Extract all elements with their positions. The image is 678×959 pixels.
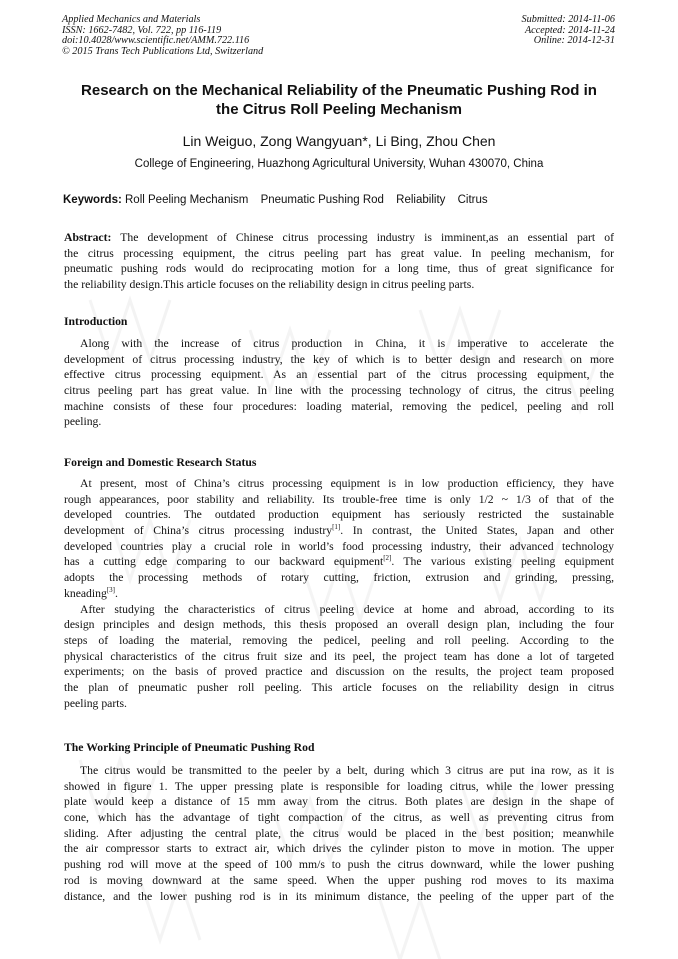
submitted-date: Submitted: 2014-11-06	[521, 14, 615, 25]
text-line: physical characteristics of the citrus fruit size and its peel, the project team has done a lot of targeted	[64, 649, 614, 663]
text-line: distance, and the lower pushing rod is in its minimum distance, the peeling of the upper part of the	[64, 889, 614, 903]
title-line: Research on the Mechanical Reliability of the Pneumatic Pushing Rod in	[81, 82, 597, 99]
keywords-label: Keywords:	[63, 194, 122, 206]
issn-volume: ISSN: 1662-7482, Vol. 722, pp 116-119	[62, 24, 222, 36]
citation[interactable]: [2]	[383, 554, 392, 563]
research-status-body	[64, 476, 614, 711]
affiliation: College of Engineering, Huazhong Agricultural University, Wuhan 430070, China	[134, 158, 544, 170]
text-line: At present, most of China’s citrus processing equipment is in low production efficiency, they have	[80, 477, 614, 490]
section-heading: Introduction	[64, 315, 128, 328]
text-line: development of China’s citrus processing industry[1]. In contrast, the United States, Japan and other	[64, 523, 614, 538]
text-line: adopts the processing methods of rotary cutting, friction, extrusion and grinding, pressing,	[64, 571, 614, 585]
online-date: Online: 2014-12-31	[533, 35, 615, 47]
text-line: the air compressor starts to extract air, which drives the cylinder piston to move in motion. The upper	[64, 842, 614, 856]
author-list: Lin Weiguo, Zong Wangyuan*, Li Bing, Zhou Chen	[182, 133, 496, 149]
journal-name: Applied Mechanics and Materials	[62, 14, 201, 25]
keyword: Citrus	[457, 194, 488, 206]
text-line: developed countries play a crucial role in world’s food processing industry, their advanced technology	[64, 539, 614, 553]
keywords	[63, 193, 623, 207]
keyword: Roll Peeling Mechanism	[125, 194, 249, 206]
doi-link[interactable]: doi:10.4028/www.scientific.net/AMM.722.116	[62, 35, 250, 47]
text-line: design principles and design methods, this thesis proposed an overall design plan, including the four	[64, 618, 614, 632]
text-line: machine consists of these four procedures: loading material, removing the pedicel, peeling and roll	[64, 399, 614, 413]
text-line: cone, which has the advantage of tight compaction of the citrus, as well as preventing citrus from	[64, 811, 614, 825]
text-line: The citrus would be transmitted to the peeler by a belt, during which 3 citrus are put ina row, as it is	[80, 764, 614, 777]
text-line: the plan of pneumatic pusher roll peeling. This article focuses on the reliability design in citrus	[64, 680, 614, 694]
text-line: has a cutting edge comparing to our backward equipment[2]. The various existing peeling equipment	[64, 554, 614, 569]
text-line: steps of loading the material, removing the pedicel, peeling and roll peeling. According to the	[64, 633, 614, 647]
text-line: rough appearances, poor stability and reliability. Its trouble-free time is only 1/2 ~ 1/3 of that of the	[64, 492, 614, 506]
citation[interactable]: [3]	[106, 585, 116, 594]
abstract	[64, 230, 614, 293]
text-line: developed countries. The outdated production equipment has seriously restricted the sustainable	[64, 508, 614, 522]
publication-info	[62, 15, 382, 57]
text-line: peeling.	[64, 415, 102, 429]
abstract-label: Abstract:	[64, 231, 112, 244]
section-heading: Foreign and Domestic Research Status	[64, 456, 257, 469]
copyright-notice: © 2015 Trans Tech Publications Ltd, Switzerland	[62, 45, 264, 57]
text-line: sliding. After adjusting the central plate, the citrus would be placed in the best position; meanwhile	[64, 826, 614, 840]
text-line: kneading[3].	[64, 585, 118, 600]
text-line: the citrus processing equipment, the citrus peeling part has great value. In peeling mechanism, for	[64, 246, 614, 260]
text-line: pushing rod will move at the speed of 100 mm/s to push the citrus downward, while the lower pushing	[64, 858, 614, 872]
introduction-body	[64, 336, 614, 430]
text-line: rod is moving downward at the same speed. When the upper pushing rod moves to its maxima	[64, 873, 614, 887]
keyword: Reliability	[396, 194, 446, 206]
text-line: development of citrus processing industry, the key of which is to better design and research on more	[64, 352, 614, 366]
title-line: the Citrus Roll Peeling Mechanism	[216, 100, 462, 118]
text-line: experiments; on the basis of proved practice and discussion on the results, the project team proposed	[64, 665, 614, 679]
keyword: Pneumatic Pushing Rod	[260, 194, 384, 206]
text-line: showed in figure 1. The upper pressing plate is responsible for loading citrus, while the lower pressing	[64, 779, 614, 793]
text-line: After studying the characteristics of citrus peeling device at home and abroad, according to its	[80, 602, 614, 616]
publication-dates	[395, 15, 615, 47]
text-line: peeling parts.	[64, 696, 127, 710]
accepted-date: Accepted: 2014-11-24	[524, 24, 615, 36]
text-line: effective citrus processing equipment. As an essential part of the citrus processing equipment, the	[64, 368, 614, 382]
text-line: Abstract: The development of Chinese citrus processing industry is imminent,as an essential part of	[64, 231, 614, 244]
text-line: the reliability design.This article focuses on the reliability design in citrus peeling parts.	[64, 278, 475, 292]
working-principle-body	[64, 763, 614, 904]
text-line: pneumatic pushing rods would do reciprocating motion for a long time, thus of great significance for	[64, 262, 614, 276]
citation[interactable]: [1]	[332, 523, 341, 532]
text-line: Along with the increase of citrus production in China, it is imperative to accelerate the	[80, 337, 614, 350]
section-heading: The Working Principle of Pneumatic Pushing Rod	[64, 741, 315, 754]
paper-title	[40, 82, 638, 119]
text-line: citrus peeling part has great value. In line with the processing technology of citrus, the citrus peeling	[64, 384, 614, 398]
text-line: plate would keep a distance of 15 mm away from the citrus. Both plates are design in the shape of	[64, 795, 614, 809]
